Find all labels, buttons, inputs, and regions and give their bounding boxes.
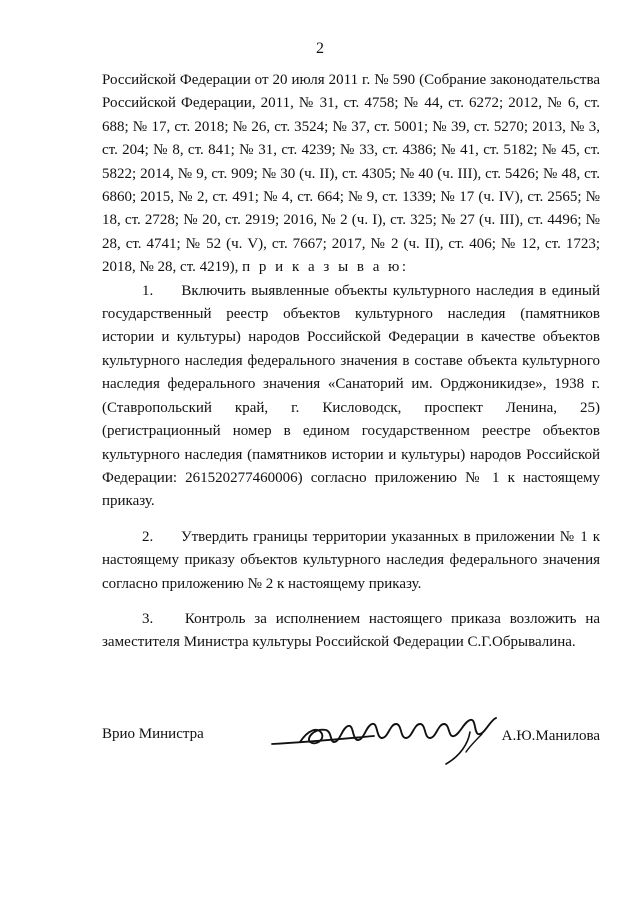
handwritten-signature: [270, 712, 506, 768]
preamble-paragraph: [102, 69, 600, 280]
document-body: [102, 69, 600, 655]
list-item: [102, 526, 600, 596]
item-text: Утвердить границы территории указанных в приложении № 1 к настоящему приказу объектов культурного наследия федерального значения согласно приложению № 2 к настоящему приказу.: [102, 528, 601, 592]
item-number: 3.: [142, 610, 154, 627]
preamble-text: Российской Федерации от 20 июля 2011 г. № 590 (Собрание законодательства Российской Федерации, 2011, № 31, ст. 4758; № 44, ст. 6272; 2012, № 6, ст. 688; № 17, ст. 2018; № 26, ст. 3524; № 37, ст. 5001; № 39, ст. 5270; 2013, № 3, ст. 204; № 8, ст. 841; № 31, ст. 4239; № 33, ст. 4386; № 41, ст. 5182; № 45, ст. 5822; 2014, № 9, ст. 909; № 30 (ч. II), ст. 4305; № 40 (ч. III), ст. 5426; № 48, ст. 6860; 2015, № 2, ст. 491; № 4, ст. 664; № 9, ст. 1339; № 17 (ч. IV), ст. 2565; № 18, ст. 2728; № 20, ст. 2919; 2016, № 2 (ч. I), ст. 325; № 27 (ч. III), ст. 4496; № 28, ст. 4741; № 52 (ч. V), ст. 7667; 2017, № 2 (ч. II), ст. 406; № 12, ст. 1723; 2018, № 28, ст. 4219),: [102, 72, 600, 276]
item-text: Контроль за исполнением настоящего приказа возложить на заместителя Министра культуры Российской Федерации С.Г.Обрывалина.: [102, 610, 601, 651]
item-number: 1.: [142, 282, 154, 299]
order-word: п р и к а з ы в а ю:: [242, 259, 409, 276]
signer-name: А.Ю.Манилова: [501, 728, 600, 744]
item-text: Включить выявленные объекты культурного наследия в единый государственный реестр объектов культурного наследия (памятников истории и культуры) народов Российской Федерации в качестве объектов культурного наследия федерального значения в составе объекта культурного наследия федерального значения «Санаторий им. Орджоникидзе», 1938 г. (Ставропольский край, г. Кисловодск, проспект Ленина, 25) (регистрационный номер в едином государственном реестре объектов культурного наследия (памятников истории и культуры) народов Российской Федерации: 261520277460006) согласно приложению № 1 к настоящему приказу.: [102, 282, 600, 510]
list-item: [102, 280, 600, 514]
list-item: [102, 608, 600, 655]
item-number: 2.: [142, 528, 154, 545]
signature-block: [102, 718, 600, 778]
page-number: 2: [316, 40, 324, 57]
signer-title: Врио Министра: [102, 726, 204, 742]
